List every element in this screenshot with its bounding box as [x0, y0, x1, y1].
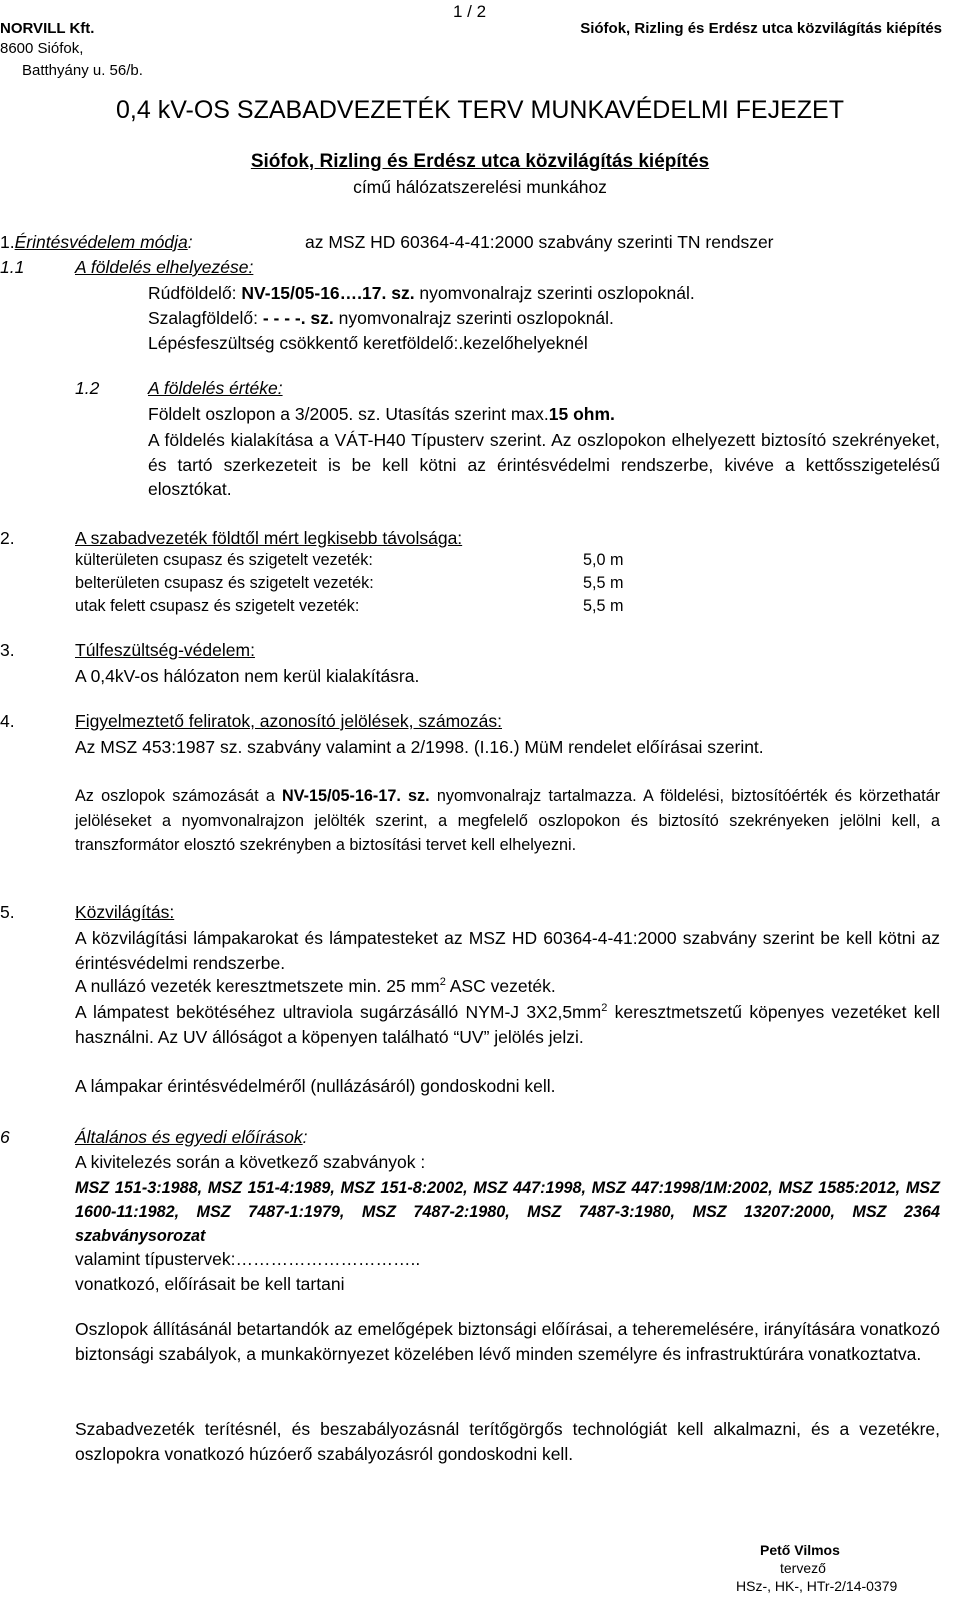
clearance-row-value: 5,5 m: [583, 597, 624, 615]
section-4-paragraph-2: Az oszlopok számozását a NV-15/05-16-17. sz. nyomvonalrajz tartalmazza. A földelési, biztosítóérték és körzethatár jelöléseket a nyomvonalrajzon jelölték szerint, a megfelelő oszlopokon és biztosító szekrényeken jelölni kell, a transzformátor elosztó szekrényben a biztosítási tervet kell elhelyezni.: [75, 787, 940, 854]
heading-colon: :: [187, 232, 193, 252]
section-2-heading: A szabadvezeték földtől mért legkisebb távolsága:: [75, 528, 463, 548]
section-3-heading: Túlfeszültség-védelem:: [75, 640, 255, 660]
earthing-design-paragraph: A földelés kialakítása a VÁT-H40 Típusterv szerint. Az oszlopokon elhelyezett biztosító szekrényeket, és tartó szerkezeteit is be kell kötni az érintésvédelmi rendszerbe, kivéve a kettősszigetelésű elosztókat.: [148, 430, 940, 499]
section-1-2-heading: A földelés értéke:: [148, 378, 283, 398]
clearance-row-value: 5,5 m: [583, 574, 624, 592]
section-4-heading: Figyelmeztető feliratok, azonosító jelölések, számozás:: [75, 711, 502, 731]
protection-method-value: az MSZ HD 60364-4-41:2000 szabvány szerinti TN rendszer: [305, 232, 774, 252]
header-project-title: Siófok, Rizling és Erdész utca közvilágítás kiépítés: [580, 20, 942, 37]
section-6-intro: A kivitelezés során a következő szabványok :: [75, 1152, 426, 1172]
section-4-paragraph-1: Az MSZ 453:1987 sz. szabvány valamint a 2/1998. (I.16.) MüM rendelet előírásai szerint.: [75, 737, 764, 757]
step-voltage-line: Lépésfeszültség csökkentő keretföldelő:.kezelőhelyeknél: [148, 333, 588, 353]
section-5-paragraph-1: A közvilágítási lámpakarokat és lámpatesteket az MSZ HD 60364-4-41:2000 szabvány szerint be kell kötni az érintésvédelmi rendszerbe.: [75, 928, 940, 973]
line-stringing-paragraph: Szabadvezeték terítésnél, és beszabályozásnál terítőgörgős technológiát kell alkalmazni, és a vezetékre, oszlopokra vonatkozó húzóerő szabályozásról gondoskodni kell.: [75, 1419, 940, 1464]
designer-role: tervező: [780, 1560, 826, 1576]
section-5-heading: Közvilágítás:: [75, 902, 175, 922]
section-heading-text: Érintésvédelem módja: [14, 232, 188, 252]
section-number: 1.: [0, 232, 15, 252]
section-1-heading: [0, 231, 193, 253]
section-5-paragraph-2: A nullázó vezeték keresztmetszete min. 25 $mm^2$ ASC vezeték.: [75, 976, 556, 996]
section-3-text: A 0,4kV-os hálózaton nem kerül kialakításra.: [75, 666, 420, 686]
section-5-paragraph-3: A lámpatest bekötéséhez ultraviola sugárzásálló NYM-J $3X2,5mm^2$ keresztmetszetű köpenyes vezetéket kell használni. Az UV állóságot a köpenyen található “UV” jelölés jelzi.: [75, 1002, 940, 1047]
standards-list: MSZ 151-3:1988, MSZ 151-4:1989, MSZ 151-8:2002, MSZ 447:1998, MSZ 447:1998/1M:2002, MSZ 1585:2012, MSZ 1600-11:1982, MSZ 7487-1:1979, MSZ 7487-2:1980, MSZ 7487-3:1980, MSZ 13207:2000, MSZ 2364 szabványsorozat: [75, 1179, 940, 1245]
section-1-2-number: 1.2: [75, 378, 100, 398]
clearance-row-label: belterületen csupasz és szigetelt vezeték:: [75, 574, 374, 592]
section-1-1-number: 1.1: [0, 257, 25, 277]
document-subject: Siófok, Rizling és Erdész utca közvilágítás kiépítés: [250, 151, 710, 172]
rod-earthing-line: Rúdföldelő: NV-15/05-16….17. sz. nyomvonalrajz szerinti oszlopoknál.: [148, 283, 695, 303]
section-5-paragraph-4: A lámpakar érintésvédelméről (nullázásáról) gondoskodni kell.: [75, 1076, 556, 1096]
section-2-number: 2.: [0, 528, 15, 548]
clearance-row-label: utak felett csupasz és szigetelt vezeték:: [75, 597, 360, 615]
designer-license-code: HSz-, HK-, HTr-2/14-0379: [736, 1578, 898, 1594]
document-title: 0,4 kV-OS SZABADVEZETÉK TERV MUNKAVÉDELMI FEJEZET: [116, 96, 844, 124]
section-3-number: 3.: [0, 640, 15, 660]
section-6-heading: Általános és egyedi előírások:: [75, 1127, 308, 1147]
type-plans-line: valamint típustervek:…………………………..: [75, 1249, 421, 1269]
earthing-value-line: Földelt oszlopon a 3/2005. sz. Utasítás szerint max.15 ohm.: [148, 404, 615, 424]
strip-earthing-line: Szalagföldelő: - - - -. sz. nyomvonalrajz szerinti oszlopoknál.: [148, 308, 614, 328]
company-name: NORVILL Kft.: [0, 20, 95, 37]
company-address-street: Batthyány u. 56/b.: [22, 62, 143, 79]
compliance-line: vonatkozó, előírásait be kell tartani: [75, 1274, 345, 1294]
clearance-row-value: 5,0 m: [583, 551, 624, 569]
designer-name: Pető Vilmos: [760, 1542, 840, 1558]
page-number: 1 / 2: [453, 2, 487, 21]
section-4-number: 4.: [0, 711, 15, 731]
section-1-1-heading: A földelés elhelyezése:: [75, 257, 254, 277]
section-5-number: 5.: [0, 902, 15, 922]
document-subtitle: című hálózatszerelési munkához: [353, 177, 607, 197]
clearance-row-label: külterületen csupasz és szigetelt vezeték:: [75, 551, 373, 569]
section-6-number: 6: [0, 1127, 10, 1147]
pole-erection-paragraph: Oszlopok állításánál betartandók az emelőgépek biztonsági előírásai, a teheremelésére, irányítására vonatkozó biztonsági szabályok, a munkakörnyezet közelében lévő minden személyre és infrastruktúrára vonatkoztatva.: [75, 1319, 940, 1364]
company-address-city: 8600 Siófok,: [0, 40, 84, 57]
